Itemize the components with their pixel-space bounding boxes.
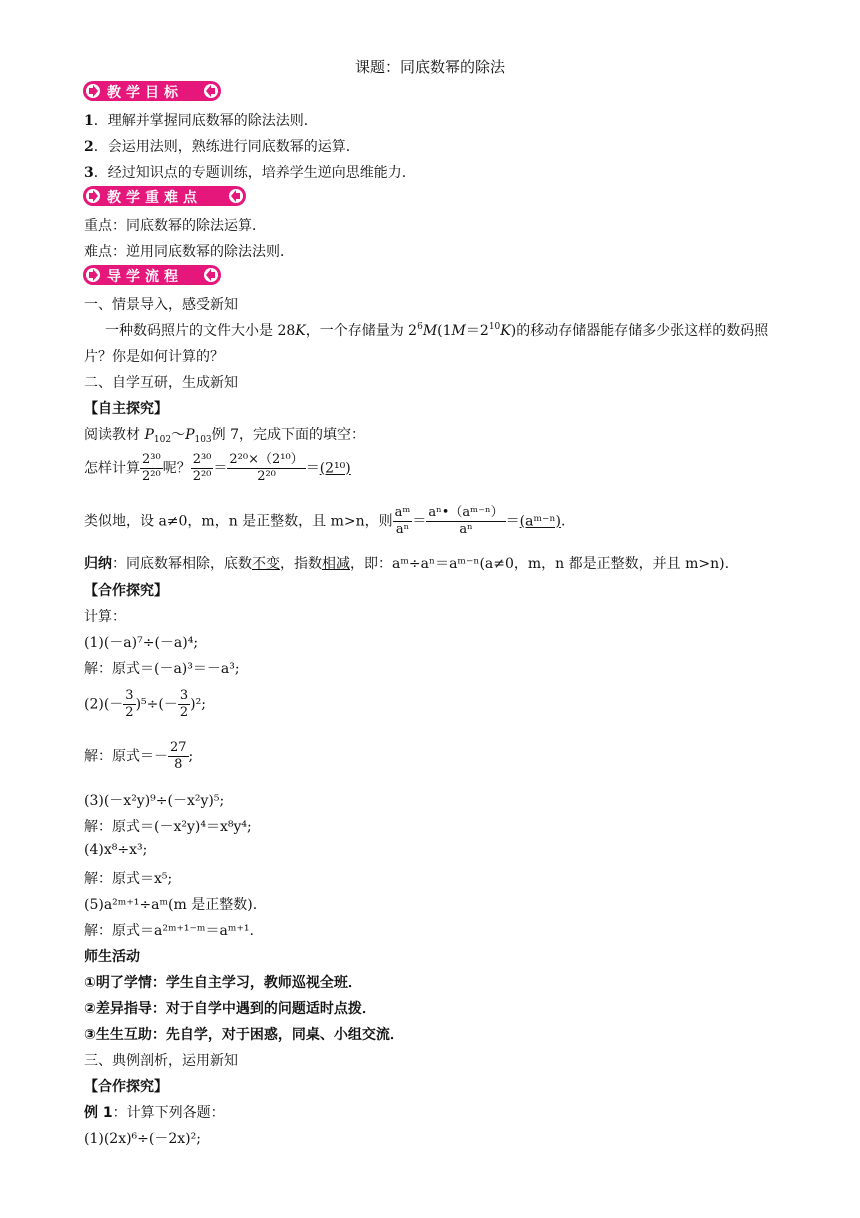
- page-title: 课题：同底数幂的除法: [354, 58, 505, 76]
- goal-item: 3．经过知识点的专题训练，培养学生逆向思维能力．: [84, 165, 416, 181]
- section-heading: 二、自学互研，生成新知: [84, 375, 238, 391]
- banner-label: 导学流程: [107, 269, 183, 285]
- fraction: $\frac{\text{2³⁰}}{\text{2²⁰}}$: [192, 452, 212, 484]
- banner-goals: [82, 80, 222, 102]
- banner-label: 教学重难点: [107, 190, 202, 206]
- coop-heading: 【合作探究】: [84, 583, 168, 599]
- problem-4: (4)x⁸÷x³;: [84, 842, 148, 858]
- solution-2: 解：原式＝－ $\frac{27}{8}$ ;: [84, 740, 194, 772]
- intro-paragraph-cont: 片？你是如何计算的？: [84, 349, 224, 365]
- problem-5: (5)a²ᵐ⁺¹÷aᵐ(m 是正整数).: [84, 897, 258, 913]
- example-1-q1: (1)(2x)⁶÷(－2x)²;: [84, 1131, 201, 1147]
- goal-item: 1．理解并掌握同底数幂的除法法则．: [84, 113, 318, 129]
- activity-item: ③生生互助：先自学，对于困惑，同桌、小组交流．: [84, 1027, 404, 1043]
- answer-blank: (aᵐ⁻ⁿ): [519, 513, 561, 530]
- key-point: 重点：同底数幂的除法运算．: [84, 218, 266, 234]
- activity-heading: 师生活动: [84, 949, 140, 965]
- example-1: 例 1：计算下列各题：: [84, 1105, 225, 1121]
- difficult-point: 难点：逆用同底数幂的除法法则．: [84, 244, 294, 260]
- answer-blank: (2¹⁰): [319, 460, 351, 477]
- activity-item: ②差异指导：对于自学中遇到的问题适时点拨．: [84, 1001, 376, 1017]
- calc-label: 计算：: [84, 609, 126, 625]
- solution-4: 解：原式＝x⁵;: [84, 871, 173, 887]
- section-heading: 一、情景导入，感受新知: [84, 297, 238, 313]
- solution-3: 解：原式＝(－x²y)⁴＝x⁸y⁴;: [84, 819, 252, 835]
- problem-3: (3)(－x²y)⁹÷(－x²y)⁵;: [84, 793, 225, 809]
- solution-1: 解：原式＝(－a)³＝－a³;: [84, 661, 240, 677]
- solution-5: 解：原式＝a²ᵐ⁺¹⁻ᵐ＝aᵐ⁺¹.: [84, 923, 254, 939]
- summary-rule: 归纳：同底数幂相除，底数不变，指数相减，即：aᵐ÷aⁿ＝aᵐ⁻ⁿ(a≠0，m，n 都是正整数，并且 m>n).: [84, 556, 730, 572]
- self-explore-heading: 【自主探究】: [84, 401, 168, 417]
- fill-blank-power-of-2: 怎样计算 $\frac{\text{2³⁰}}{\text{2²⁰}}$ 呢？ $\frac{\text{2³⁰}}{\text{2²⁰}}$ ＝ $\frac{\text{2²⁰×（2¹⁰）}}{\text{2²⁰}}$ ＝(2¹⁰): [84, 452, 351, 484]
- banner-flow: [82, 264, 222, 286]
- reading-instruction: 阅读教材 $P_{102}\sim P_{103}$例 7，完成下面的填空：: [84, 427, 366, 445]
- coop-heading: 【合作探究】: [84, 1079, 168, 1095]
- banner-label: 教学目标: [107, 85, 183, 101]
- section-heading: 三、典例剖析，运用新知: [84, 1053, 238, 1069]
- fraction: $\frac{\text{2³⁰}}{\text{2²⁰}}$: [142, 452, 161, 484]
- fraction: $\frac{\text{aᵐ}}{\text{aⁿ}}$: [394, 505, 411, 537]
- fraction: $\frac{\text{aⁿ•（aᵐ⁻ⁿ）}}{\text{aⁿ}}$: [428, 505, 504, 537]
- problem-2: (2)(－ $\frac{3}{2}$ )⁵÷(－ $\frac{3}{2}$ )²;: [84, 688, 206, 720]
- banner-key-points: [82, 185, 247, 207]
- intro-paragraph: 一种数码照片的文件大小是 28K，一个存储量为 $2^6M(1M=2^{10}K)$的移动存储器能存储多少张这样的数码照: [105, 322, 769, 339]
- activity-item: ①明了学情：学生自主学习，教师巡视全班．: [84, 975, 362, 991]
- problem-1: (1)(－a)⁷÷(－a)⁴;: [84, 635, 199, 651]
- fraction: $\frac{27}{8}$: [170, 740, 187, 772]
- fraction: $\frac{3}{2}$: [179, 688, 189, 720]
- fraction: $\frac{3}{2}$: [125, 688, 134, 720]
- goal-item: 2．会运用法则，熟练进行同底数幂的运算．: [84, 139, 360, 155]
- fraction: $\frac{\text{2²⁰×（2¹⁰）}}{\text{2²⁰}}$: [229, 452, 304, 484]
- fill-blank-general: 类似地，设 a≠0，m，n 是正整数，且 m>n，则 $\frac{\text{aᵐ}}{\text{aⁿ}}$ ＝ $\frac{\text{aⁿ•（aᵐ⁻ⁿ）}}{\text{aⁿ}}$ ＝(aᵐ⁻ⁿ).: [84, 505, 566, 537]
